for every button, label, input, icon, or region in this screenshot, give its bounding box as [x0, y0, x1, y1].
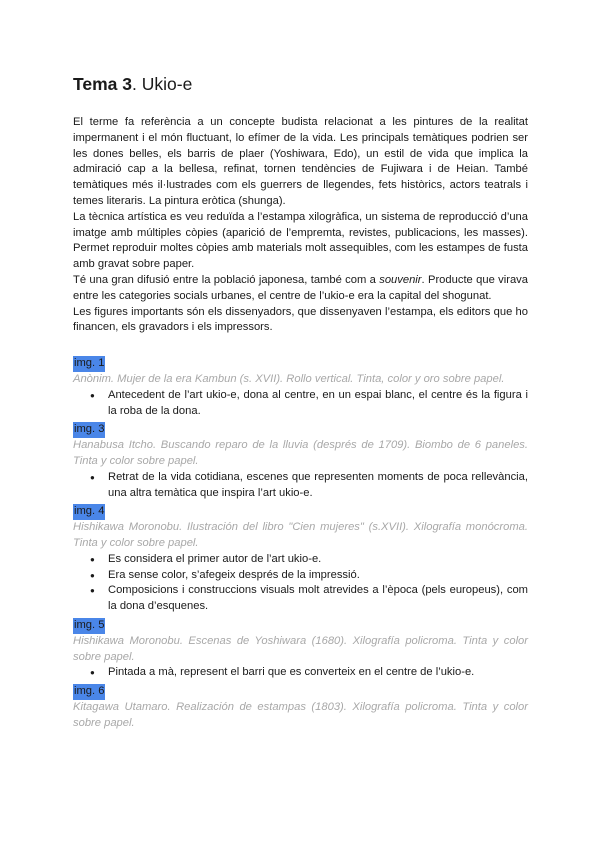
image-caption: Kitagawa Utamaro. Realización de estampas (1803). Xilografía policroma. Tinta y color sobre papel.: [73, 700, 528, 729]
image-section-5: [73, 615, 528, 681]
intro-paragraph-3: [73, 273, 528, 305]
intro-3-italic: souvenir: [379, 273, 422, 286]
bullet-item: ● Es considera el primer autor de l’art ukio-e.: [108, 552, 528, 568]
image-section-1: [73, 353, 528, 419]
document-body: [73, 73, 528, 731]
intro-paragraph-2: La tècnica artística es veu reduïda a l’estampa xilogràfica, un sistema de reproducció d’una imatge amb múltiples còpies (aparició de l’empremta, revistes, publicacions, les masses). Permet reproduir moltes còpies amb materials molt assequibles, com les estampes de fusta amb gravat sobre paper.: [73, 210, 528, 271]
bullet-list: [73, 665, 528, 681]
bullet-item: ● Retrat de la vida cotidiana, escenes que representen moments de poca rellevància, una altra temàtica que inspira l’art ukio-e.: [108, 470, 528, 502]
intro-paragraph-4: Les figures importants són els dissenyadors, que dissenyaven l’estampa, els editors que ho financen, els gravadors i els impressors.: [73, 305, 528, 334]
image-caption: Anònim. Mujer de la era Kambun (s. XVII). Rollo vertical. Tinta, color y oro sobre papel.: [73, 372, 505, 385]
bullet-item: ● Era sense color, s’afegeix després de la impressió.: [108, 568, 528, 584]
page-title: [73, 73, 528, 95]
bullet-list: [73, 388, 528, 420]
intro-3-after: . Producte que virava entre les categories socials urbanes, el centre de l’ukio-e era la capital del shogunat.: [73, 273, 528, 302]
spacer: [73, 336, 528, 353]
image-label: img. 4: [73, 504, 105, 520]
image-caption: Hishikawa Moronobu. Escenas de Yoshiwara (1680). Xilografía policroma. Tinta y color sobre papel.: [73, 634, 528, 663]
image-label: img. 5: [73, 618, 105, 634]
title-bold: Tema 3: [73, 74, 133, 94]
bullet-item: ● Antecedent de l’art ukio-e, dona al centre, en un espai blanc, el centre és la figura i la roba de la dona.: [108, 388, 528, 420]
intro-paragraph-1: El terme fa referència a un concepte budista relacionat a les pintures de la realitat impermanent i el món fluctuant, lo efímer de la vida. Les principals temàtiques podrien ser les dones belles, els barris de plaer (Yoshiwara, Edo), un estil de vida que implica la admiració cap a la bellesa, refinat, tornen tendències de Fujiwara i de Heian. També temàtiques més il·lustrades com els guerrers de llegendes, fets històrics, actors teatrals i temes literaris. La pintura eròtica (shunga).: [73, 116, 528, 207]
bullet-item: ● Pintada a mà, represent el barri que es converteix en el centre de l’ukio-e.: [108, 665, 528, 681]
image-section-6: [73, 681, 528, 731]
title-rest: . Ukio-e: [132, 74, 193, 94]
image-section-3: [73, 419, 528, 501]
bullet-item: ● Composicions i construccions visuals molt atrevides a l’època (pels europeus), com la dona d’esquenes.: [108, 583, 528, 615]
intro-3-before: Té una gran difusió entre la població japonesa, també com a: [73, 273, 380, 286]
image-label: img. 6: [73, 684, 105, 700]
image-label: img. 1: [73, 356, 105, 372]
image-caption: Hishikawa Moronobu. Ilustración del libro "Cien mujeres" (s.XVII). Xilografía monócroma. Tinta y color sobre papel.: [73, 521, 528, 549]
image-caption: Hanabusa Itcho. Buscando reparo de la lluvia (després de 1709). Biombo de 6 paneles. Tinta y color sobre papel.: [73, 439, 528, 467]
bullet-list: [73, 470, 528, 502]
bullet-list: [73, 552, 528, 615]
image-section-4: [73, 501, 528, 615]
image-label: img. 3: [73, 422, 105, 438]
